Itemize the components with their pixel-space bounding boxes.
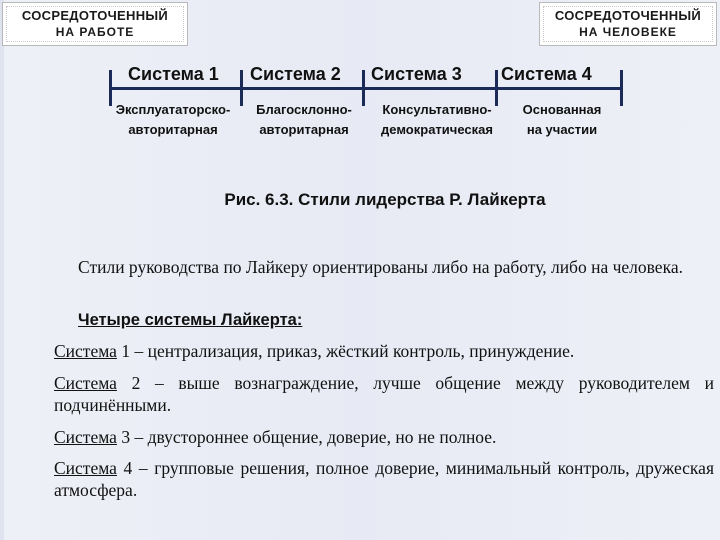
person-focused-line1: СОСРЕДОТОЧЕННЫЙ	[554, 8, 702, 23]
system-1-label: Система 1	[128, 64, 219, 84]
figure-caption: Рис. 6.3. Стили лидерства Р. Лайкерта	[224, 190, 546, 209]
system-2-description	[54, 372, 714, 416]
style-3-line1: Консультативно-	[382, 102, 492, 117]
person-focused-line2: НА ЧЕЛОВЕКЕ	[579, 25, 677, 39]
system-1-word: Система	[54, 341, 117, 361]
systems-axis-line	[110, 87, 622, 90]
system-3-description	[54, 426, 714, 448]
likert-systems-diagram	[0, 0, 720, 160]
work-focused-line1: СОСРЕДОТОЧЕННЫЙ	[21, 8, 169, 23]
system-3-word: Система	[54, 427, 117, 447]
system-1-description	[54, 340, 714, 362]
system-2-text: 2 – выше вознаграждение, лучше общение между руководителем и подчинёнными.	[54, 373, 714, 415]
style-4-line2: на участии	[526, 122, 598, 137]
system-4-word: Система	[54, 458, 117, 478]
style-2-label	[240, 100, 368, 140]
system-4-description	[54, 457, 714, 501]
system-1-text: 1 – централизация, приказ, жёсткий контроль, принуждение.	[116, 341, 575, 361]
style-4-line1: Основанная	[522, 102, 602, 117]
four-systems-heading: Четыре системы Лайкерта:	[78, 311, 303, 329]
system-4-label: Система 4	[501, 64, 592, 84]
style-1-label	[109, 100, 237, 140]
system-2-label: Система 2	[250, 64, 341, 84]
system-2-word: Система	[54, 373, 117, 393]
style-2-line1: Благосклонно-	[256, 102, 352, 117]
style-1-line1: Эксплуататорско-	[115, 102, 231, 117]
system-4-text: 4 – групповые решения, полное доверие, минимальный контроль, дружеская атмосфера.	[54, 458, 714, 500]
style-3-line2: демократическая	[381, 122, 493, 137]
style-3-label	[373, 100, 501, 140]
style-1-line2: авторитарная	[128, 122, 218, 137]
style-2-line2: авторитарная	[259, 122, 349, 137]
system-3-text: 3 – двустороннее общение, доверие, но не полное.	[116, 427, 497, 447]
work-focused-line2: НА РАБОТЕ	[55, 25, 135, 39]
intro-paragraph: Стили руководства по Лайкеру ориентированы либо на работу, либо на человека.	[78, 257, 683, 277]
system-3-label: Система 3	[371, 64, 462, 84]
style-4-label	[498, 100, 626, 140]
